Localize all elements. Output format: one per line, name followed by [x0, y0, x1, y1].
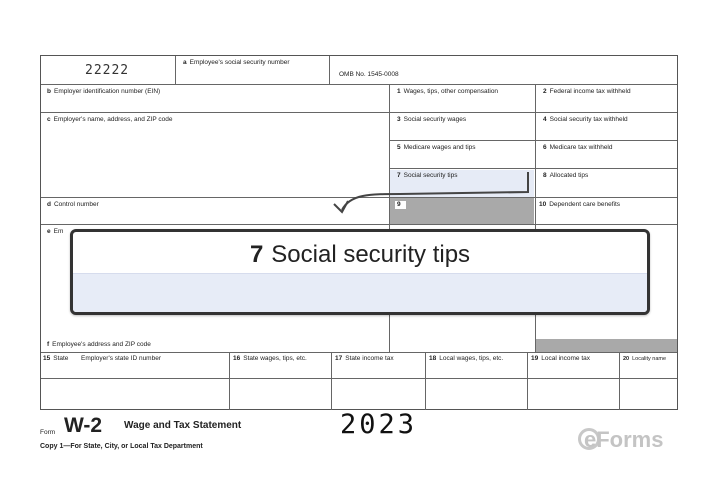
logo-text: eForms [584, 427, 664, 452]
tax-year: 2023 [340, 409, 418, 440]
statement-title: Wage and Tax Statement [124, 420, 242, 431]
box-20-label: 20 Locality name [623, 356, 667, 362]
callout-number: 7 [249, 241, 264, 268]
box-3-label: 3 Social security wages [397, 116, 467, 123]
box-18-label: 18 Local wages, tips, etc. [429, 355, 504, 362]
box-2-label: 2 Federal income tax withheld [543, 88, 631, 95]
divider [331, 352, 332, 410]
box-e-label: e Em [47, 228, 64, 235]
eforms-logo [576, 422, 686, 458]
box-5-label: 5 Medicare wages and tips [397, 144, 476, 151]
box-a-label: a Employee's social security number [183, 59, 290, 66]
copy-designation: Copy 1—For State, City, or Local Tax Department [40, 443, 203, 450]
box-b-label: b Employer identification number (EIN) [47, 88, 161, 95]
divider [175, 56, 176, 84]
divider [329, 56, 330, 84]
box-6-label: 6 Medicare tax withheld [543, 144, 613, 151]
control-code: 22222 [85, 63, 130, 78]
form-word: Form [40, 429, 56, 436]
callout-title [73, 241, 647, 269]
box-15-label: 15 State [43, 355, 69, 362]
box-17-label: 17 State income tax [335, 355, 394, 362]
shaded-strip [536, 339, 677, 352]
box-f-label: f Employee's address and ZIP code [47, 341, 151, 348]
form-name: W-2 [64, 414, 103, 437]
box-4-label: 4 Social security tax withheld [543, 116, 628, 123]
divider [619, 352, 620, 410]
divider [41, 378, 677, 379]
box-8-label: 8 Allocated tips [543, 172, 589, 179]
divider [41, 224, 677, 225]
omb-number: OMB No. 1545-0008 [339, 71, 399, 78]
box-10-label: 10 Dependent care benefits [539, 201, 621, 208]
state-id-label: Employer's state ID number [81, 355, 161, 362]
divider [41, 84, 677, 85]
divider [41, 112, 677, 113]
box-7-label: 7 Social security tips [397, 172, 458, 179]
box-19-label: 19 Local income tax [531, 355, 591, 362]
pointer-arrow-icon [330, 168, 540, 218]
box-16-label: 16 State wages, tips, etc. [233, 355, 307, 362]
divider [389, 140, 677, 141]
callout-text: Social security tips [271, 241, 471, 268]
box-c-label: c Employer's name, address, and ZIP code [47, 116, 173, 123]
divider [229, 352, 230, 410]
divider [425, 352, 426, 410]
box-1-label: 1 Wages, tips, other compensation [397, 88, 499, 95]
box-9-label: 9 [395, 201, 406, 209]
callout-box [70, 229, 650, 315]
callout-band [73, 273, 647, 312]
box-d-label: d Control number [47, 201, 99, 208]
divider [41, 352, 677, 353]
divider [527, 352, 528, 410]
